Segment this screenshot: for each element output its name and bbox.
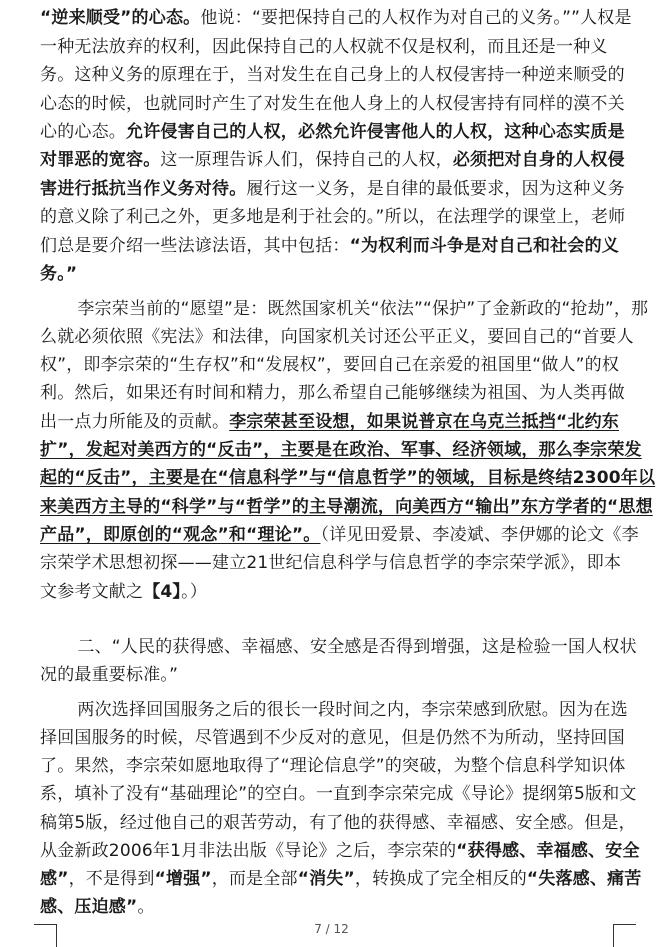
text-run: 况的最重要标准。” [40,665,179,685]
text-line [0,753,663,779]
text-line [0,5,663,31]
text-line [0,838,663,864]
text-run: 出一点力所能及的贡献。 [40,412,230,432]
text-line [0,176,663,202]
page-corner-right [613,924,636,947]
text-line [0,634,663,660]
text-run: 心的心态。 [40,122,126,142]
text-run: “为权利而斗争是对自己和社会的义 [349,236,619,256]
text-run: 这一原理告诉人们，保持自己的人权， [160,150,453,170]
text-run: 务。这种义务的原理在于，当对发生在自己身上的人权侵害持一种逆来顺受的 [40,65,625,85]
text-line [0,233,663,259]
text-run: 感、压迫感” [40,897,138,917]
text-run: 稿第5版，经过他自己的艰苦劳动，有了他的获得感、幸福感、安全感。但是， [40,813,636,833]
text-line [0,261,663,287]
text-line [0,147,663,173]
text-run: 么就必须依照《宪法》和法律，向国家机关讨还公平正义，要回自己的“首要人 [40,327,634,347]
text-run: （详见田爱景、李凌斌、李伊娜的论文《李 [320,525,639,545]
text-run: 起的“反击”，主要是在“信息科学”与“信息哲学”的领域，目标是终结2300年以 [40,468,656,488]
text-run: 。 [137,897,155,917]
text-run: 。） [181,582,208,602]
text-run: 利。然后，如果还有时间和精力，那么希望自己能够继续为祖国、为人类再做 [40,383,625,403]
text-run: 一种无法放弃的权利，因此保持自己的人权就不仅是权利，而且还是一种义 [40,37,608,57]
text-run: 害进行抵抗当作义务对待。 [40,179,247,199]
text-run: 务。” [40,264,78,284]
text-run: 来美西方主导的“科学”与“哲学”的主导潮流，向美西方“输出”东方学者的“思想 [40,497,653,517]
text-line [0,579,663,605]
page-corner-left [34,924,57,947]
text-line [0,781,663,807]
text-run: 必须把对自身的人权侵 [452,150,625,170]
text-line [0,324,663,350]
text-line [0,119,663,145]
text-run: “消失” [297,869,355,889]
text-run: ，不是得到 [68,869,155,889]
text-run: 李宗荣甚至设想，如果说普京在乌克兰抵挡“北约东 [229,412,619,432]
text-run: 【4】 [143,582,182,602]
text-run: 对罪恶的宽容。 [40,150,161,170]
text-run: 履行这一义务，是自律的最低要求，因为这种义务 [246,179,625,199]
text-run: “增强” [154,869,212,889]
text-run: 从金新政2006年1月非法出版《导论》之后，李宗荣的 [40,841,457,861]
text-run: 李宗荣当前的“愿望”是：既然国家机关“依法”“保护”了金新政的“抢劫”，那 [43,299,649,319]
text-line [0,409,663,435]
text-run: 他说：“要把保持自己的人权作为对自己的义务。””人权是 [200,8,632,28]
text-line [0,204,663,230]
text-run: 感” [40,869,69,889]
text-run: 心态的时候，也就同时产生了对发生在他人身上的人权侵害持有同样的漠不关 [40,94,625,114]
text-line [0,91,663,117]
text-line [0,34,663,60]
text-run: 宗荣学术思想初探——建立21世纪信息科学与信息哲学的李宗荣学派》，即本 [40,553,622,573]
text-run: “逆来顺受”的心态。 [40,8,201,28]
page-indicator: 7 / 12 [314,922,349,936]
text-run: ，转换成了完全相反的 [354,869,527,889]
text-line [0,725,663,751]
text-run: 允许侵害自己的人权，必然允许侵害他人的人权，这种心态实质是 [126,122,625,142]
text-line [0,550,663,576]
text-run: “失落感、痛苦 [526,869,642,889]
text-run: 两次选择回国服务之后的很长一段时间之内，李宗荣感到欣慰。因为在选 [43,700,628,720]
text-line [0,522,663,548]
text-line [0,437,663,463]
text-line [0,810,663,836]
text-run: 了。果然，李宗荣如愿地取得了“理论信息学”的突破，为整个信息科学知识体 [40,756,626,776]
text-line [0,62,663,88]
text-line [0,352,663,378]
text-run: 系，填补了没有“基础理论”的空白。一直到李宗荣完成《导论》提纲第5版和文 [40,784,637,804]
text-line [0,380,663,406]
text-run: “获得感、幸福感、安全 [456,841,640,861]
text-line [0,697,663,723]
text-line [0,465,663,491]
text-run: 的意义除了利己之外，更多地是利于社会的。”所以，在法理学的课堂上，老师 [40,207,626,227]
text-line [0,866,663,892]
text-line [0,662,663,688]
text-run: 文参考文献之 [40,582,144,602]
text-run: ，而是全部 [211,869,298,889]
text-line [0,296,663,322]
text-run: 二、“人民的获得感、幸福感、安全感是否得到增强，这是检验一国人权状 [43,637,637,657]
text-run: 择回国服务的时候，尽管遇到不少反对的意见，但是仍然不为所动，坚持回国 [40,728,625,748]
text-run: 们总是要介绍一些法谚法语，其中包括： [40,236,350,256]
text-line [0,894,663,920]
text-run: 产品”，即原创的“观念”和“理论”。 [40,525,321,545]
text-run: 扩”，发起对美西方的“反击”，主要是在政治、军事、经济领域，那么李宗荣发 [40,440,642,460]
text-line [0,494,663,520]
text-run: 权”，即李宗荣的“生存权”和“发展权”，要回自己在亲爱的祖国里“做人”的权 [40,355,620,375]
